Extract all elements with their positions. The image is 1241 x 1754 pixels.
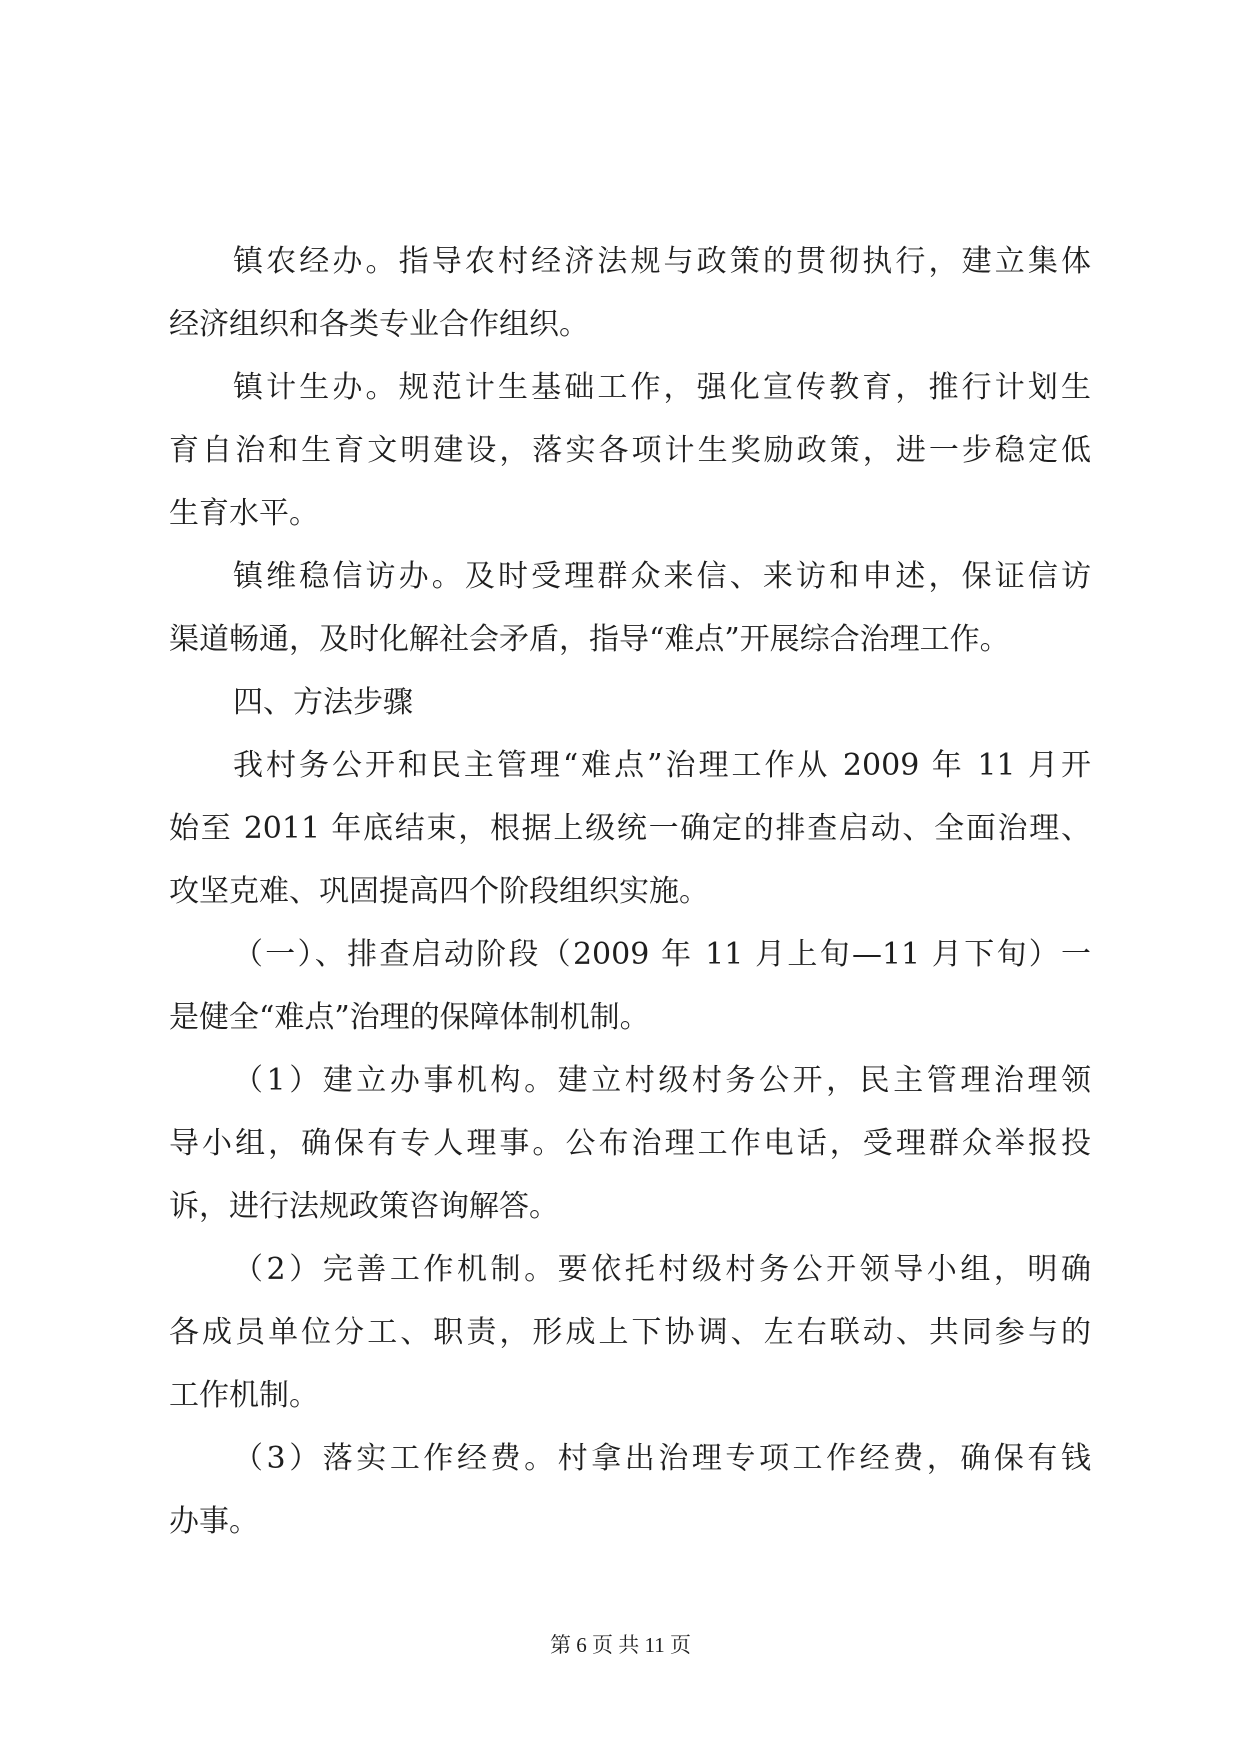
text-line: （2）完善工作机制。要依托村级村务公开领导小组，明确 (233, 1252, 1091, 1287)
text-line: 我村务公开和民主管理“难点”治理工作从 2009 年 11 月开 (233, 748, 1091, 783)
paragraph (169, 1238, 1091, 1427)
paragraph (169, 671, 1091, 734)
text-line: （1）建立办事机构。建立村级村务公开，民主管理治理领 (233, 1063, 1091, 1098)
text-line: 始至 2011 年底结束，根据上级统一确定的排查启动、全面治理、 (169, 811, 1091, 846)
text-line: 各成员单位分工、职责，形成上下协调、左右联动、共同参与的 (169, 1315, 1091, 1350)
paragraph (169, 1427, 1091, 1553)
text-line: 办事。 (169, 1504, 259, 1539)
document-body (169, 230, 1091, 1553)
text-line: 四、方法步骤 (233, 685, 413, 720)
paragraph (169, 545, 1091, 671)
text-line: 是健全“难点”治理的保障体制机制。 (169, 1000, 650, 1035)
paragraph (169, 356, 1091, 545)
paragraph (169, 734, 1091, 923)
text-line: 工作机制。 (169, 1378, 319, 1413)
text-line: 导小组，确保有专人理事。公布治理工作电话，受理群众举报投 (169, 1126, 1091, 1161)
text-line: 生育水平。 (169, 496, 319, 531)
paragraph (169, 230, 1091, 356)
paragraph (169, 923, 1091, 1049)
page-footer: 第 6 页 共 11 页 (550, 1633, 691, 1657)
text-line: 渠道畅通，及时化解社会矛盾，指导“难点”开展综合治理工作。 (169, 622, 1010, 657)
text-line: 攻坚克难、巩固提高四个阶段组织实施。 (169, 874, 709, 909)
paragraph (169, 1049, 1091, 1238)
text-line: 镇农经办。指导农村经济法规与政策的贯彻执行，建立集体 (233, 244, 1091, 279)
text-line: 诉，进行法规政策咨询解答。 (169, 1189, 559, 1224)
text-line: （一）、排查启动阶段（2009 年 11 月上旬—11 月下旬）一 (233, 937, 1091, 972)
text-line: 育自治和生育文明建设，落实各项计生奖励政策，进一步稳定低 (169, 433, 1091, 468)
text-line: （3）落实工作经费。村拿出治理专项工作经费，确保有钱 (233, 1441, 1091, 1476)
text-line: 经济组织和各类专业合作组织。 (169, 307, 589, 342)
text-line: 镇维稳信访办。及时受理群众来信、来访和申述，保证信访 (233, 559, 1091, 594)
text-line: 镇计生办。规范计生基础工作，强化宣传教育，推行计划生 (233, 370, 1091, 405)
